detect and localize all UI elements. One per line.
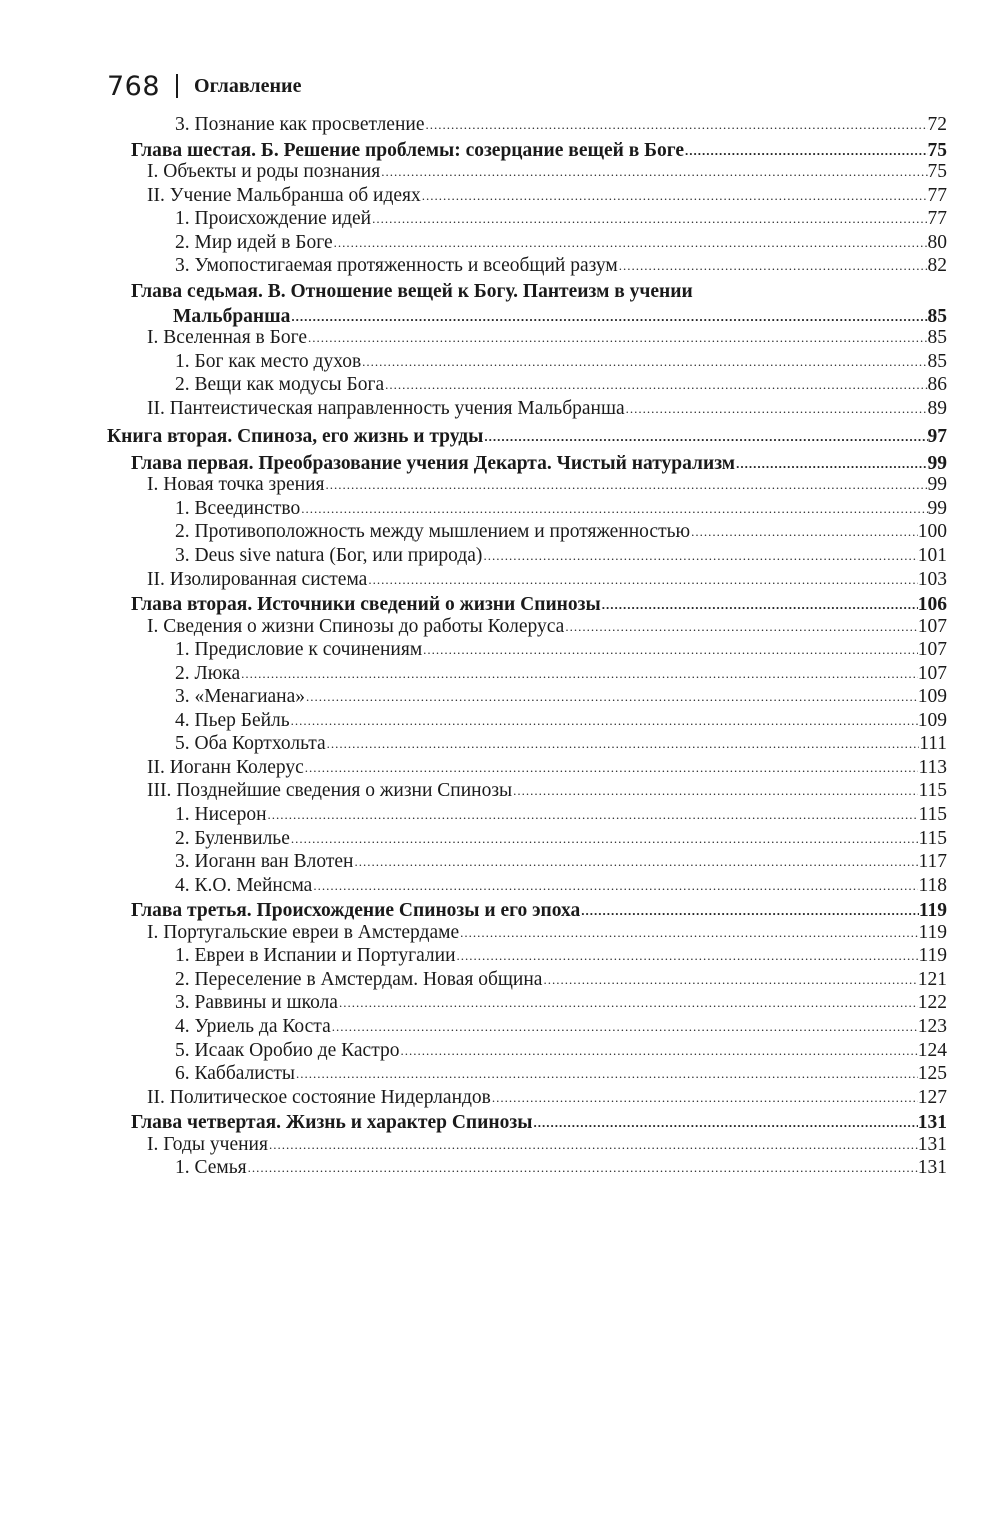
toc-entry[interactable]	[175, 350, 947, 374]
dot-leader	[290, 709, 918, 733]
toc-entry[interactable]	[147, 779, 947, 803]
running-header	[107, 66, 301, 106]
toc-entry-page: 85	[927, 305, 947, 327]
dot-leader	[580, 899, 919, 923]
toc-entry[interactable]	[147, 1133, 947, 1157]
toc-entry-page: 119	[918, 945, 947, 967]
running-title: Оглавление	[194, 74, 302, 97]
toc-entry-title: 1. Евреи в Испании и Португалии	[175, 945, 456, 967]
toc-entry-page: 103	[917, 568, 947, 590]
toc-entry-title: 3. Познание как просветление	[175, 114, 425, 135]
toc-entry-title: Глава первая. Преобразование учения Декарта. Чистый натурализм	[131, 452, 736, 474]
toc-entry-title: 1. Бог как место духов	[175, 350, 362, 372]
toc-entry-page: 99	[927, 497, 947, 519]
header-separator	[176, 74, 178, 98]
toc-entry[interactable]	[175, 1062, 947, 1086]
toc-entry-title: 1. Предисловие к сочинениям	[175, 639, 423, 661]
toc-entry-title: 5. Оба Кортхольта	[175, 733, 326, 755]
dot-leader	[380, 160, 927, 184]
dot-leader	[459, 921, 918, 945]
toc-entry-title: II. Иоганн Колерус	[147, 756, 304, 778]
toc-entry-title: 6. Каббалисты	[175, 1063, 296, 1085]
toc-entry[interactable]	[147, 184, 947, 208]
toc-entry-title: 3. Раввины и школа	[175, 992, 338, 1014]
toc-entry-page: 123	[917, 1015, 947, 1037]
toc-entry[interactable]	[147, 568, 947, 592]
toc-entry-page: 107	[917, 615, 947, 637]
toc-entry-page: 131	[917, 1157, 947, 1179]
toc-entry-page: 85	[927, 327, 947, 349]
toc-entry-title: 4. Уриель да Коста	[175, 1015, 331, 1037]
toc-entry-title: 2. Противоположность между мышлением и протяженностью	[175, 521, 691, 543]
toc-entry-title: I. Сведения о жизни Спинозы до работы Колеруса	[147, 615, 565, 637]
dot-leader	[304, 756, 919, 780]
dot-leader	[325, 473, 928, 497]
dot-leader	[625, 397, 928, 421]
toc-entry[interactable]	[175, 874, 947, 898]
toc-entry-page: 115	[918, 827, 947, 849]
toc-entry-page: 115	[918, 804, 947, 825]
toc-entry-title: 5. Исаак Оробио де Кастро	[175, 1039, 400, 1061]
dot-leader	[564, 615, 917, 639]
toc-entry-page: 119	[918, 921, 947, 943]
toc-entry-title: I. Новая точка зрения	[147, 474, 325, 496]
toc-entry[interactable]	[175, 520, 947, 544]
dot-leader	[367, 568, 917, 592]
toc-entry-title: II. Политическое состояние Нидерландов	[147, 1086, 491, 1108]
toc-entry-page: 82	[927, 255, 947, 277]
dot-leader	[424, 113, 927, 137]
toc-entry-page: 122	[917, 992, 947, 1014]
dot-leader	[290, 305, 927, 329]
toc-entry-title: II. Учение Мальбранша об идеях	[147, 184, 421, 206]
toc-entry-page: 99	[927, 474, 947, 496]
toc-entry-title: 3. Иоганн ван Влотен	[175, 851, 354, 873]
toc-entry-title: 3. «Менагиана»	[175, 686, 306, 708]
dot-leader	[267, 803, 919, 827]
toc-entry-page: 75	[927, 139, 947, 161]
toc-entry-page: 109	[917, 709, 947, 731]
toc-entry-page: 117	[918, 851, 947, 873]
toc-entry[interactable]	[147, 473, 947, 497]
dot-leader	[735, 452, 927, 476]
dot-leader	[305, 685, 918, 709]
toc-entry-page: 131	[917, 1133, 947, 1155]
toc-entry-page: 109	[917, 686, 947, 708]
dot-leader	[290, 827, 919, 851]
toc-entry[interactable]	[107, 425, 947, 449]
toc-entry-page: 121	[917, 968, 947, 990]
toc-entry-page: 85	[927, 350, 947, 372]
toc-entry[interactable]	[175, 685, 947, 709]
toc-entry-title: I. Объекты и роды познания	[147, 161, 381, 183]
toc-entry-page: 118	[918, 874, 947, 896]
toc-entry[interactable]	[173, 305, 947, 329]
toc-entry-title: 2. Люка	[175, 662, 241, 684]
toc-entry-title: III. Позднейшие сведения о жизни Спинозы	[147, 780, 513, 802]
toc-entry[interactable]	[131, 593, 947, 617]
dot-leader	[326, 732, 920, 756]
toc-entry[interactable]	[175, 497, 947, 521]
toc-entry[interactable]	[175, 373, 947, 397]
toc-entry-page: 113	[918, 756, 947, 778]
dot-leader	[361, 350, 927, 374]
toc-entry[interactable]	[147, 1086, 947, 1110]
toc-entry-title: 3. Deus sive natura (Бог, или природа)	[175, 544, 483, 566]
toc-entry[interactable]	[175, 1156, 947, 1180]
toc-entry-page: 125	[917, 1063, 947, 1085]
dot-leader	[268, 1133, 918, 1157]
toc-entry[interactable]	[147, 160, 947, 184]
dot-leader	[307, 326, 928, 350]
toc-entry-title: 1. Семья	[175, 1157, 247, 1179]
toc-entry[interactable]	[175, 1015, 947, 1039]
toc-entry[interactable]	[147, 756, 947, 780]
toc-entry[interactable]	[147, 921, 947, 945]
toc-entry-title: II. Изолированная система	[147, 568, 368, 590]
toc-entry-page: 107	[917, 662, 947, 684]
toc-entry[interactable]	[175, 850, 947, 874]
toc-entry-page: 111	[919, 733, 947, 755]
dot-leader	[512, 779, 918, 803]
toc-entry-title: 4. К.О. Мейнсма	[175, 874, 313, 896]
dot-leader	[542, 968, 917, 992]
toc-entry-page: 77	[927, 184, 947, 206]
toc-entry[interactable]	[147, 615, 947, 639]
toc-entry[interactable]	[175, 638, 947, 662]
dot-leader	[371, 207, 927, 231]
dot-leader	[240, 662, 918, 686]
toc-entry[interactable]	[175, 113, 947, 137]
toc-entry-title: I. Вселенная в Боге	[147, 327, 307, 349]
toc-entry-title: 2. Буленвилье	[175, 827, 290, 849]
page-number: 768	[107, 70, 161, 102]
toc-entry-page: 97	[927, 425, 947, 447]
toc-entry[interactable]	[175, 709, 947, 733]
toc-entry-title: Глава вторая. Источники сведений о жизни Спинозы	[131, 594, 601, 616]
toc-entry-page: 106	[917, 594, 947, 616]
toc-entry-title: I. Годы учения	[147, 1133, 268, 1155]
toc-entry[interactable]	[175, 803, 947, 827]
toc-entry[interactable]	[131, 1111, 947, 1135]
dot-leader	[354, 850, 919, 874]
toc-entry-page: 99	[927, 452, 947, 474]
toc-entry-page: 101	[917, 544, 947, 566]
toc-entry-title: II. Пантеистическая направленность учения Мальбранша	[147, 397, 625, 419]
toc-entry-page: 86	[927, 374, 947, 396]
toc-entry[interactable]	[131, 899, 947, 923]
dot-leader	[690, 520, 918, 544]
toc-entry-title: Глава четвертая. Жизнь и характер Спинозы	[131, 1112, 533, 1134]
dot-leader	[300, 497, 927, 521]
toc-entry-title: 1. Происхождение идей	[175, 208, 372, 230]
dot-leader	[421, 184, 928, 208]
toc-entry-title: 2. Мир идей в Боге	[175, 231, 333, 253]
toc-entry-page: 89	[927, 397, 947, 419]
toc-entry[interactable]	[175, 1039, 947, 1063]
toc-entry[interactable]	[175, 254, 947, 278]
toc-entry-page: 127	[917, 1086, 947, 1108]
toc-entry[interactable]	[175, 544, 947, 568]
dot-leader	[331, 1015, 918, 1039]
toc-entry-title: I. Португальские евреи в Амстердаме	[147, 921, 460, 943]
dot-leader	[456, 944, 919, 968]
toc-entry-title: Мальбранша	[173, 305, 291, 327]
dot-leader	[618, 254, 928, 278]
dot-leader	[333, 231, 928, 255]
toc-entry-page: 115	[918, 780, 947, 802]
toc-entry[interactable]	[175, 732, 947, 756]
toc-entry-page: 100	[917, 521, 947, 543]
toc-entry-title-line1: Глава седьмая. В. Отношение вещей к Богу. Пантеизм в учении	[131, 280, 693, 302]
toc-entry-page: 80	[927, 231, 947, 253]
toc-entry[interactable]	[175, 827, 947, 851]
toc-entry[interactable]	[131, 139, 947, 163]
toc-entry[interactable]	[175, 207, 947, 231]
toc-entry-page: 124	[917, 1039, 947, 1061]
toc-entry-title: 2. Переселение в Амстердам. Новая община	[175, 968, 543, 990]
toc-entry-title: 1. Нисерон	[175, 804, 267, 825]
dot-leader	[338, 991, 918, 1015]
toc-entry[interactable]	[147, 326, 947, 350]
toc-entry-page: 75	[927, 161, 947, 183]
dot-leader	[491, 1086, 918, 1110]
dot-leader	[684, 139, 927, 163]
toc-entry-page: 77	[927, 208, 947, 230]
dot-leader	[312, 874, 918, 898]
dot-leader	[601, 593, 918, 617]
toc-entry[interactable]	[147, 397, 947, 421]
toc-entry-title: 1. Всеединство	[175, 497, 301, 519]
dot-leader	[399, 1039, 917, 1063]
toc-entry-title: Книга вторая. Спиноза, его жизнь и труды	[107, 425, 484, 447]
toc-entry-title: Глава шестая. Б. Решение проблемы: созерцание вещей в Боге	[131, 139, 685, 161]
toc-entry[interactable]	[175, 991, 947, 1015]
dot-leader	[482, 544, 917, 568]
toc-entry[interactable]	[175, 968, 947, 992]
dot-leader	[422, 638, 918, 662]
toc-entry-page: 119	[918, 900, 947, 922]
toc-entry-title: 4. Пьер Бейль	[175, 709, 290, 731]
toc-entry-page: 131	[917, 1112, 947, 1134]
toc-entry[interactable]	[131, 452, 947, 476]
toc-entry-title: 3. Умопостигаемая протяженность и всеобщий разум	[175, 255, 618, 277]
toc-entry-title: Глава третья. Происхождение Спинозы и его эпоха	[131, 900, 581, 922]
toc-entry[interactable]	[175, 662, 947, 686]
dot-leader	[295, 1062, 918, 1086]
toc-entry-page: 107	[917, 639, 947, 661]
dot-leader	[483, 425, 927, 449]
toc-entry-page: 72	[927, 114, 947, 135]
toc-entry-title: 2. Вещи как модусы Бога	[175, 374, 385, 396]
dot-leader	[384, 373, 927, 397]
toc-entry[interactable]	[175, 231, 947, 255]
toc-entry[interactable]	[175, 944, 947, 968]
dot-leader	[532, 1111, 917, 1135]
dot-leader	[247, 1156, 918, 1180]
